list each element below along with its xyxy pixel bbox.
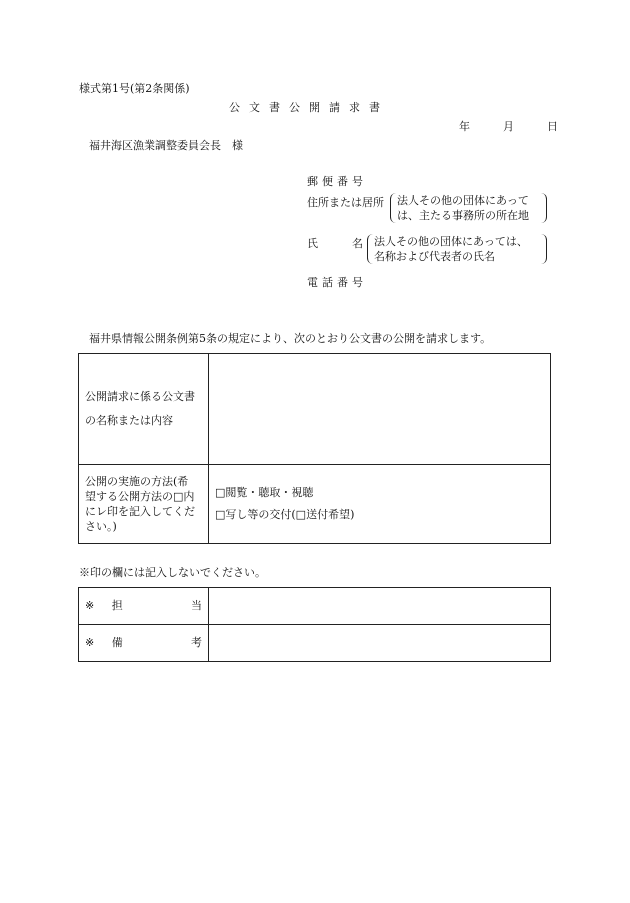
date-year-label: 年	[459, 120, 470, 133]
document-label-cell	[79, 354, 209, 465]
address-label: 住所または居所	[307, 196, 384, 209]
document-label-line1: 公開請求に係る公文書	[85, 390, 195, 403]
name-note-line2: 名称および代表者の氏名	[374, 250, 495, 263]
method-label-line3: にレ印を記入してくだ	[85, 505, 195, 518]
office-mark: ※	[85, 599, 95, 612]
method-label-line1: 公開の実施の方法(希	[85, 475, 189, 488]
address-note-line1: 法人その他の団体にあって	[397, 194, 529, 207]
request-table	[78, 353, 551, 544]
form-number: 様式第1号(第2条関係)	[79, 82, 190, 95]
staff-label-cell	[79, 588, 209, 625]
name-label-2: 名	[352, 237, 363, 250]
method-option-copy[interactable]: □写し等の交付(□送付希望)	[215, 508, 355, 521]
table-row	[79, 354, 551, 465]
remarks-label-char-1: 備	[111, 636, 123, 649]
address-note	[390, 193, 547, 223]
staff-input-cell[interactable]	[209, 588, 551, 625]
office-use-note: ※印の欄には記入しないでください。	[79, 566, 266, 579]
date-month-label: 月	[503, 120, 514, 133]
page-title: 公文書公開請求書	[229, 101, 389, 114]
postal-code-label: 郵便番号	[307, 175, 367, 188]
addressee: 福井海区漁業調整委員会長 様	[89, 139, 243, 152]
staff-label-char-2: 当	[191, 599, 202, 612]
method-label-line2: 望する公開方法の□内	[85, 490, 195, 503]
office-use-table	[78, 587, 551, 662]
staff-label-char-1: 担	[111, 599, 123, 612]
address-note-line2: は、主たる事務所の所在地	[397, 209, 529, 222]
method-label-line4: さい。)	[85, 520, 117, 533]
name-note-line1: 法人その他の団体にあっては、	[374, 235, 528, 248]
phone-label: 電話番号	[307, 276, 367, 289]
table-row	[79, 465, 551, 544]
remarks-label-cell	[79, 625, 209, 662]
date-line	[459, 121, 558, 132]
name-note	[367, 234, 547, 264]
document-label-line2: の名称または内容	[85, 414, 173, 427]
remarks-input-cell[interactable]	[209, 625, 551, 662]
intro-text: 福井県情報公開条例第5条の規定により、次のとおり公文書の公開を請求します。	[89, 332, 492, 345]
table-row	[79, 588, 551, 625]
date-day-label: 日	[547, 120, 558, 133]
office-mark: ※	[85, 636, 95, 649]
remarks-label-char-2: 考	[191, 636, 202, 649]
method-label-cell	[79, 465, 209, 544]
method-option-view[interactable]: □閲覧・聴取・視聴	[215, 486, 314, 499]
method-options-cell	[209, 465, 551, 544]
name-label-1: 氏	[307, 237, 318, 250]
table-row	[79, 625, 551, 662]
document-input-cell[interactable]	[209, 354, 551, 465]
